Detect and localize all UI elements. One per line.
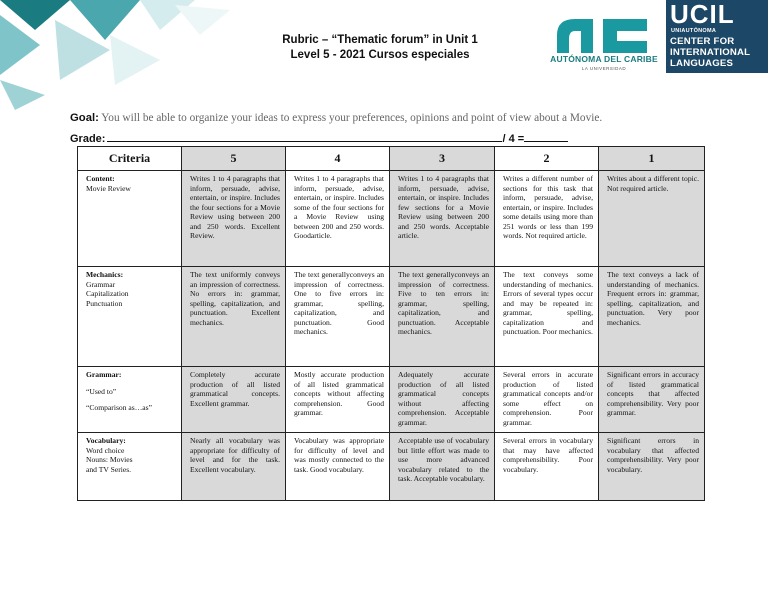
- table-cell: Completely accurate production of all listed grammatical concepts. Excellent grammar.: [182, 367, 286, 433]
- table-cell: Significant errors in vocabulary that affected comprehensibility. Very poor vocabulary.: [599, 433, 705, 501]
- table-cell: Several errors in vocabulary that may have affected comprehensibility. Poor vocabulary.: [495, 433, 599, 501]
- table-cell: Writes a different number of sections for this task that inform, persuade, advise, entertain, or inspire. Includes some details using more than 251 words or less than 199 words. Not required article.: [495, 171, 599, 267]
- grade-label: Grade:: [70, 133, 106, 145]
- table-cell: Vocabulary was appropriate for difficulty of level and was mostly connected to the task. Good vocabulary.: [286, 433, 390, 501]
- criteria-name: Mechanics:: [86, 270, 124, 279]
- header-score-2: 2: [495, 147, 599, 171]
- ac-name: AUTÓNOMA DEL CARIBE: [550, 54, 658, 64]
- ucil-line-1: CENTER FOR: [670, 36, 735, 47]
- document-title: [255, 33, 505, 63]
- criteria-item: Word choice: [86, 445, 125, 455]
- table-cell: Writes 1 to 4 paragraphs that inform, persuade, advise, entertain, or inspire. Includes some of the four sections for a Movie Review using between 200 and 250 words. Goodarticle.: [286, 171, 390, 267]
- table-cell: Writes 1 to 4 paragraphs that inform, persuade, advise, entertain, or inspire. Includes the four sections for a Movie Review using between 200 and 250 words. Excellent Review.: [182, 171, 286, 267]
- table-cell: The text conveys a lack of understanding of mechanics. Frequent errors in: grammar, spelling, capitalization, and punctuation. Very poor mechanics.: [599, 267, 705, 367]
- table-cell: Significant errors in accuracy of listed grammatical concepts that affected comprehensibility. Very poor grammar.: [599, 367, 705, 433]
- criteria-item: Grammar: [86, 279, 116, 289]
- criteria-item: Movie Review: [86, 183, 131, 193]
- table-row-mechanics: [78, 267, 705, 367]
- criteria-content: [78, 171, 182, 267]
- header-score-3: 3: [390, 147, 495, 171]
- table-cell: Acceptable use of vocabulary but little effort was made to use more advanced vocabulary related to the task. Acceptable vocabulary.: [390, 433, 495, 501]
- header-score-1: 1: [599, 147, 705, 171]
- rubric-table: [77, 146, 705, 501]
- table-row-grammar: [78, 367, 705, 433]
- criteria-item: “Comparison as…as”: [86, 403, 153, 412]
- table-cell: Nearly all vocabulary was appropriate for difficulty of level and for the task. Excellent vocabulary.: [182, 433, 286, 501]
- ac-subtitle: LA UNIVERSIDAD: [581, 66, 627, 71]
- criteria-vocabulary: [78, 433, 182, 501]
- ucil-logo: [666, 0, 768, 73]
- grade-score-suffix: / 4 =: [502, 133, 525, 145]
- criteria-item: and TV Series.: [86, 464, 132, 474]
- table-cell: The text generallyconveys an impression of correctness. Five to ten errors in: grammar, spelling, capitalization, and punctuation. Acceptable mechanics.: [390, 267, 495, 367]
- table-cell: The text uniformly conveys an impression of correctness. No errors in: grammar, spelling, capitalization, and punctuation. Excellent mechanics.: [182, 267, 286, 367]
- goal-statement: [70, 112, 602, 124]
- ucil-uniautonoma: UNIAUTÓNOMA: [671, 28, 717, 34]
- table-cell: Adequately accurate production of all listed grammatical concepts without affecting comprehension. Acceptable grammar.: [390, 367, 495, 433]
- table-cell: Several errors in accurate production of listed grammatical concepts and/or some effect on comprehension. Poor grammar.: [495, 367, 599, 433]
- goal-text: You will be able to organize your ideas to express your preferences, opinions and point of view about a Movie.: [101, 112, 603, 124]
- table-cell: Writes 1 to 4 paragraphs that inform, persuade, advise, entertain, or inspire. Includes few sections for a Movie Review using between 200 and 250 words. Acceptable article.: [390, 171, 495, 267]
- criteria-item: “Used to”: [86, 386, 117, 396]
- decorative-triangles: [0, 0, 250, 110]
- header-score-5: 5: [182, 147, 286, 171]
- ac-mark-icon: [545, 15, 663, 55]
- header-criteria: Criteria: [78, 147, 182, 171]
- criteria-grammar: [78, 367, 182, 433]
- title-line-1: Rubric – “Thematic forum” in Unit 1: [282, 34, 478, 46]
- header-score-4: 4: [286, 147, 390, 171]
- title-line-2: Level 5 - 2021 Cursos especiales: [290, 49, 470, 61]
- ucil-line-2: INTERNATIONAL: [670, 47, 751, 58]
- grade-score-blank: [524, 131, 568, 142]
- grade-blank: [107, 131, 502, 142]
- criteria-item: Punctuation: [86, 298, 123, 308]
- goal-label: Goal:: [70, 112, 99, 124]
- criteria-name: Vocabulary:: [86, 436, 126, 445]
- criteria-name: Grammar:: [86, 370, 122, 379]
- table-cell: The text conveys some understanding of mechanics. Errors of several types occur and may be repeated in: grammar, spelling, capitalization and punctuation. Poor mechanics.: [495, 267, 599, 367]
- criteria-item: Capitalization: [86, 289, 129, 298]
- grade-line: [70, 131, 568, 145]
- criteria-item: Nouns: Movies: [86, 455, 133, 464]
- ucil-acronym: UCIL: [670, 0, 735, 29]
- table-cell: Writes about a different topic. Not required article.: [599, 171, 705, 267]
- autonoma-del-caribe-logo: [545, 15, 663, 75]
- table-row-vocabulary: [78, 433, 705, 501]
- criteria-mechanics: [78, 267, 182, 367]
- table-cell: Mostly accurate production of all listed grammatical concepts without affecting comprehension. Good grammar.: [286, 367, 390, 433]
- table-cell: The text generallyconveys an impression of correctness. One to five errors in: grammar, spelling, capitalization, and punctuation. Good mechanics.: [286, 267, 390, 367]
- table-row-content: [78, 171, 705, 267]
- criteria-name: Content:: [86, 174, 115, 183]
- table-header-row: [78, 147, 705, 171]
- ucil-line-3: LANGUAGES: [670, 58, 734, 69]
